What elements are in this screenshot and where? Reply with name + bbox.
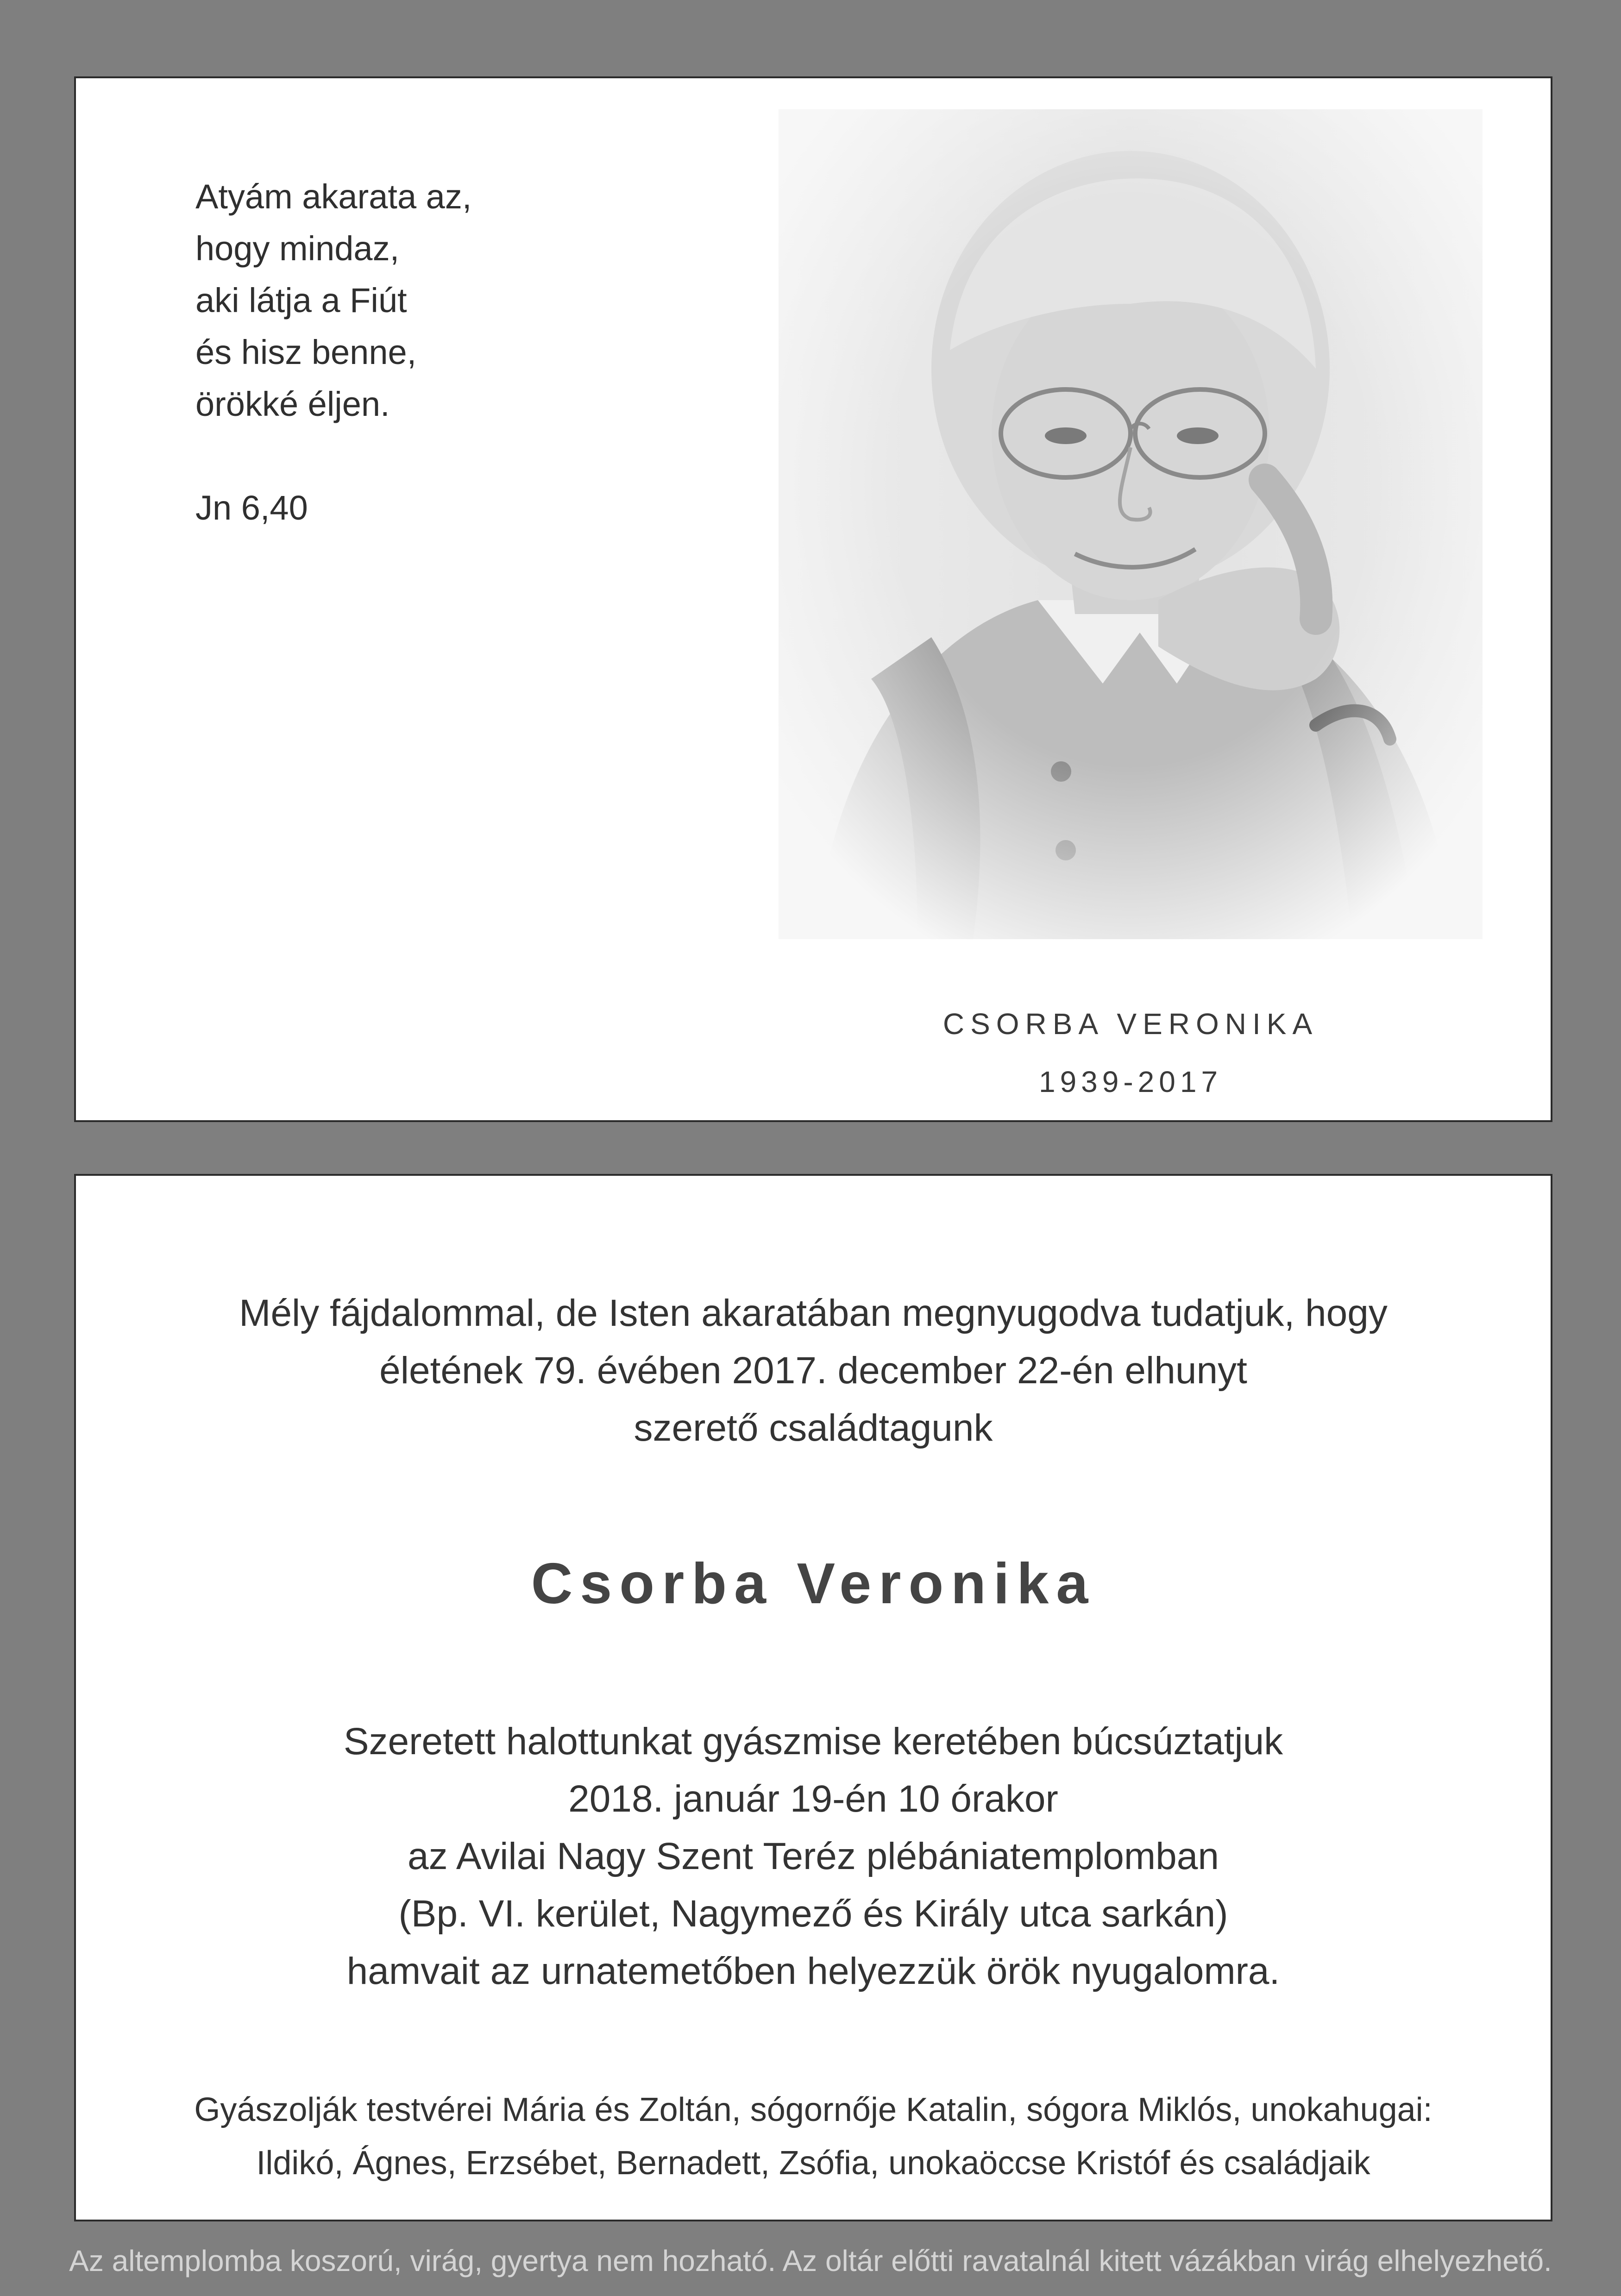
service-line: az Avilai Nagy Szent Teréz plébániatemplomban xyxy=(408,1835,1219,1877)
announcement-intro xyxy=(76,1285,1551,1457)
intro-line: életének 79. évében 2017. december 22-én elhunyt xyxy=(379,1349,1247,1392)
service-line: hamvait az urnatemetőben helyezzük örök nyugalomra. xyxy=(346,1950,1280,1992)
portrait-illustration xyxy=(779,109,1483,939)
portrait-photo xyxy=(779,109,1483,939)
verse-line: és hisz benne, xyxy=(195,333,417,371)
photo-caption-years: 1939-2017 xyxy=(1038,1065,1223,1098)
verse-reference: Jn 6,40 xyxy=(195,489,308,527)
mourners-line: Ildikó, Ágnes, Erzsébet, Bernadett, Zsófia, unokaöccse Kristóf és családjaik xyxy=(256,2145,1370,2182)
portrait-card xyxy=(74,76,1552,1122)
service-line: (Bp. VI. kerület, Nagymező és Király utca sarkán) xyxy=(398,1893,1228,1935)
funeral-service-details xyxy=(76,1713,1551,2000)
deceased-name: Csorba Veronika xyxy=(531,1552,1096,1616)
announcement-card xyxy=(74,1174,1552,2221)
intro-line: szerető családtagunk xyxy=(634,1407,993,1449)
bible-verse xyxy=(195,171,471,534)
footer-note: Az altemplomba koszorú, virág, gyertya nem hozható. Az oltár előtti ravatalnál kitett vázákban virág elhelyezhető. xyxy=(69,2244,1552,2277)
mourners-list xyxy=(76,2083,1551,2190)
service-line: 2018. január 19-én 10 órakor xyxy=(568,1778,1058,1820)
verse-line: aki látja a Fiút xyxy=(195,281,407,320)
verse-line: Atyám akarata az, xyxy=(195,177,472,216)
verse-line: hogy mindaz, xyxy=(195,229,400,268)
verse-line: örökké éljen. xyxy=(195,385,390,423)
intro-line: Mély fájdalommal, de Isten akaratában megnyugodva tudatjuk, hogy xyxy=(239,1292,1388,1334)
service-line: Szeretett halottunkat gyászmise keretében búcsúztatjuk xyxy=(343,1720,1283,1763)
photo-caption-name: CSORBA VERONIKA xyxy=(942,1007,1319,1041)
mourners-line: Gyászolják testvérei Mária és Zoltán, sógornője Katalin, sógora Miklós, unokahugai: xyxy=(194,2091,1433,2128)
